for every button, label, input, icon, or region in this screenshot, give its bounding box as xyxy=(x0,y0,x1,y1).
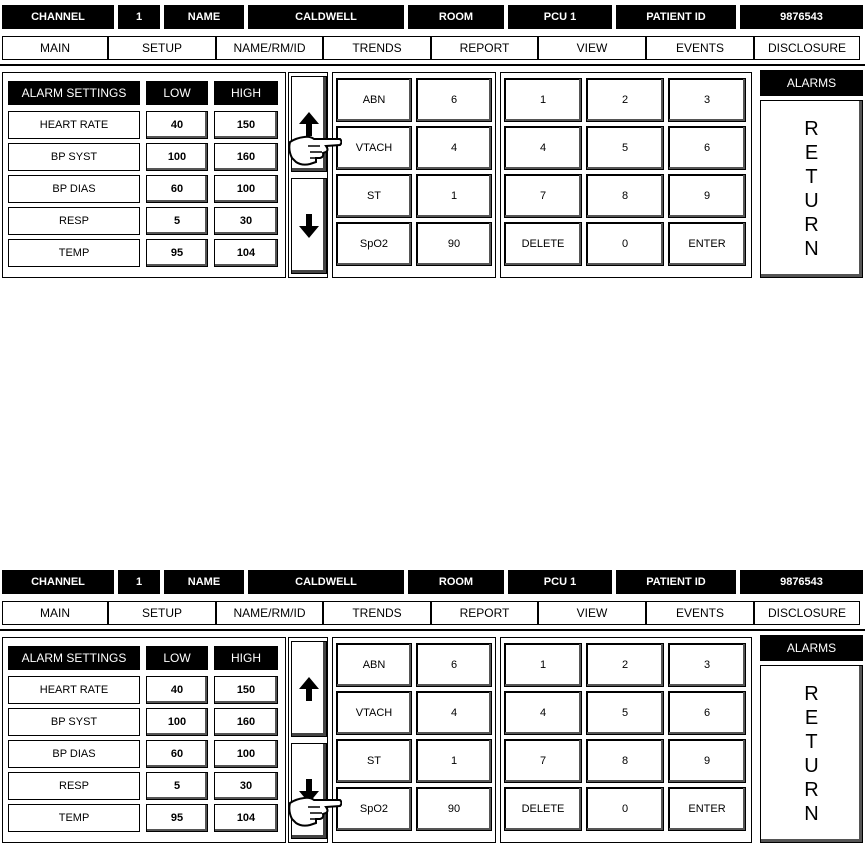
return-letter: U xyxy=(804,755,819,777)
alarm-low-bp-syst[interactable]: 100 xyxy=(146,708,208,736)
keypad-7-key[interactable]: 7 xyxy=(504,174,582,218)
alarm-high-resp[interactable]: 30 xyxy=(214,772,278,800)
keypad-9-key[interactable]: 9 xyxy=(668,174,746,218)
divider xyxy=(0,64,865,66)
alarm-label-resp: RESP xyxy=(8,207,140,235)
pointing-hand xyxy=(286,789,342,834)
keypad-enter-key[interactable]: ENTER xyxy=(668,222,746,266)
alarm-low-bp-dias[interactable]: 60 xyxy=(146,740,208,768)
arrhythmia-abn-button[interactable]: ABN xyxy=(336,78,412,122)
alarm-label-bp-dias: BP DIAS xyxy=(8,175,140,203)
keypad-5-key[interactable]: 5 xyxy=(586,126,664,170)
alarm-high-temp[interactable]: 104 xyxy=(214,804,278,832)
keypad-0-key[interactable]: 0 xyxy=(586,222,664,266)
low-column-header: LOW xyxy=(146,646,208,670)
keypad-5-key[interactable]: 5 xyxy=(586,691,664,735)
alarm-low-resp[interactable]: 5 xyxy=(146,772,208,800)
room-label: ROOM xyxy=(408,5,504,29)
return-letter: N xyxy=(804,238,819,260)
pointing-hand-icon xyxy=(286,789,342,829)
return-letter: T xyxy=(805,166,818,188)
alarms-title: ALARMS xyxy=(760,635,863,661)
return-letter: R xyxy=(804,683,819,705)
return-letter: T xyxy=(805,731,818,753)
channel-value: 1 xyxy=(118,5,160,29)
tab-name-rm-id[interactable]: NAME/RM/ID xyxy=(216,36,323,60)
tab-view[interactable]: VIEW xyxy=(538,601,646,625)
keypad-enter-key[interactable]: ENTER xyxy=(668,787,746,831)
tab-main[interactable]: MAIN xyxy=(2,601,108,625)
monitor-screen-2 xyxy=(0,565,865,855)
return-letter: R xyxy=(804,779,819,801)
high-column-header: HIGH xyxy=(214,81,278,105)
arrhythmia-vtach-value[interactable]: 4 xyxy=(416,691,492,735)
channel-value: 1 xyxy=(118,570,160,594)
keypad-3-key[interactable]: 3 xyxy=(668,78,746,122)
room-label: ROOM xyxy=(408,570,504,594)
arrhythmia-abn-button[interactable]: ABN xyxy=(336,643,412,687)
arrhythmia-spo2-button[interactable]: SpO2 xyxy=(336,222,412,266)
arrhythmia-vtach-value[interactable]: 4 xyxy=(416,126,492,170)
scroll-up-button[interactable] xyxy=(291,641,327,737)
alarm-high-bp-dias[interactable]: 100 xyxy=(214,740,278,768)
room-value: PCU 1 xyxy=(508,570,612,594)
arrhythmia-spo2-value[interactable]: 90 xyxy=(416,222,492,266)
keypad-3-key[interactable]: 3 xyxy=(668,643,746,687)
tab-main[interactable]: MAIN xyxy=(2,36,108,60)
tab-trends[interactable]: TRENDS xyxy=(323,601,431,625)
keypad-2-key[interactable]: 2 xyxy=(586,643,664,687)
keypad-4-key[interactable]: 4 xyxy=(504,126,582,170)
alarm-label-bp-syst: BP SYST xyxy=(8,143,140,171)
arrhythmia-st-value[interactable]: 1 xyxy=(416,739,492,783)
alarm-high-bp-syst[interactable]: 160 xyxy=(214,143,278,171)
high-column-header: HIGH xyxy=(214,646,278,670)
alarm-low-temp[interactable]: 95 xyxy=(146,239,208,267)
return-button[interactable] xyxy=(760,665,863,843)
monitor-screen-1 xyxy=(0,0,865,290)
patient-id-value: 9876543 xyxy=(740,570,863,594)
up-arrow-icon xyxy=(298,676,320,702)
patient-id-label: PATIENT ID xyxy=(616,570,736,594)
alarm-settings-title: ALARM SETTINGS xyxy=(8,646,140,670)
patient-name: CALDWELL xyxy=(248,570,404,594)
tab-view[interactable]: VIEW xyxy=(538,36,646,60)
tab-events[interactable]: EVENTS xyxy=(646,36,754,60)
alarm-label-bp-dias: BP DIAS xyxy=(8,740,140,768)
alarm-high-heart-rate[interactable]: 150 xyxy=(214,676,278,704)
tab-setup[interactable]: SETUP xyxy=(108,36,216,60)
keypad-9-key[interactable]: 9 xyxy=(668,739,746,783)
alarm-low-resp[interactable]: 5 xyxy=(146,207,208,235)
arrhythmia-st-button[interactable]: ST xyxy=(336,174,412,218)
keypad-delete-key[interactable]: DELETE xyxy=(504,787,582,831)
alarm-low-temp[interactable]: 95 xyxy=(146,804,208,832)
keypad-delete-key[interactable]: DELETE xyxy=(504,222,582,266)
channel-label: CHANNEL xyxy=(2,570,114,594)
keypad-6-key[interactable]: 6 xyxy=(668,126,746,170)
alarm-label-heart-rate: HEART RATE xyxy=(8,676,140,704)
arrhythmia-st-button[interactable]: ST xyxy=(336,739,412,783)
alarm-label-temp: TEMP xyxy=(8,804,140,832)
room-value: PCU 1 xyxy=(508,5,612,29)
arrhythmia-vtach-button[interactable]: VTACH xyxy=(336,126,412,170)
tab-report[interactable]: REPORT xyxy=(431,601,538,625)
alarm-low-heart-rate[interactable]: 40 xyxy=(146,676,208,704)
alarm-label-bp-syst: BP SYST xyxy=(8,708,140,736)
channel-label: CHANNEL xyxy=(2,5,114,29)
alarm-settings-title: ALARM SETTINGS xyxy=(8,81,140,105)
return-button[interactable] xyxy=(760,100,863,278)
name-label: NAME xyxy=(164,5,244,29)
scroll-down-button[interactable] xyxy=(291,178,327,274)
patient-name: CALDWELL xyxy=(248,5,404,29)
alarm-high-heart-rate[interactable]: 150 xyxy=(214,111,278,139)
arrhythmia-spo2-value[interactable]: 90 xyxy=(416,787,492,831)
tab-events[interactable]: EVENTS xyxy=(646,601,754,625)
alarm-low-heart-rate[interactable]: 40 xyxy=(146,111,208,139)
tab-disclosure[interactable]: DISCLOSURE xyxy=(754,36,860,60)
alarm-high-bp-dias[interactable]: 100 xyxy=(214,175,278,203)
return-letter: R xyxy=(804,118,819,140)
patient-id-value: 9876543 xyxy=(740,5,863,29)
tab-name-rm-id[interactable]: NAME/RM/ID xyxy=(216,601,323,625)
alarms-title: ALARMS xyxy=(760,70,863,96)
low-column-header: LOW xyxy=(146,81,208,105)
arrhythmia-st-value[interactable]: 1 xyxy=(416,174,492,218)
pointing-hand xyxy=(286,128,342,173)
keypad-7-key[interactable]: 7 xyxy=(504,739,582,783)
return-letter: E xyxy=(804,707,819,729)
alarm-label-resp: RESP xyxy=(8,772,140,800)
alarm-high-bp-syst[interactable]: 160 xyxy=(214,708,278,736)
arrhythmia-abn-value[interactable]: 6 xyxy=(416,643,492,687)
keypad-0-key[interactable]: 0 xyxy=(586,787,664,831)
arrhythmia-abn-value[interactable]: 6 xyxy=(416,78,492,122)
tab-report[interactable]: REPORT xyxy=(431,36,538,60)
return-letter: U xyxy=(804,190,819,212)
return-letter: N xyxy=(804,803,819,825)
alarm-label-temp: TEMP xyxy=(8,239,140,267)
alarm-label-heart-rate: HEART RATE xyxy=(8,111,140,139)
return-letter: E xyxy=(804,142,819,164)
down-arrow-icon xyxy=(298,213,320,239)
alarm-low-bp-syst[interactable]: 100 xyxy=(146,143,208,171)
alarm-low-bp-dias[interactable]: 60 xyxy=(146,175,208,203)
alarm-high-resp[interactable]: 30 xyxy=(214,207,278,235)
keypad-1-key[interactable]: 1 xyxy=(504,643,582,687)
patient-id-label: PATIENT ID xyxy=(616,5,736,29)
keypad-8-key[interactable]: 8 xyxy=(586,174,664,218)
tab-trends[interactable]: TRENDS xyxy=(323,36,431,60)
keypad-8-key[interactable]: 8 xyxy=(586,739,664,783)
name-label: NAME xyxy=(164,570,244,594)
alarm-high-temp[interactable]: 104 xyxy=(214,239,278,267)
keypad-1-key[interactable]: 1 xyxy=(504,78,582,122)
return-letter: R xyxy=(804,214,819,236)
keypad-6-key[interactable]: 6 xyxy=(668,691,746,735)
tab-disclosure[interactable]: DISCLOSURE xyxy=(754,601,860,625)
divider xyxy=(0,629,865,631)
keypad-4-key[interactable]: 4 xyxy=(504,691,582,735)
arrhythmia-vtach-button[interactable]: VTACH xyxy=(336,691,412,735)
arrhythmia-spo2-button[interactable]: SpO2 xyxy=(336,787,412,831)
pointing-hand-icon xyxy=(286,128,342,168)
keypad-2-key[interactable]: 2 xyxy=(586,78,664,122)
tab-setup[interactable]: SETUP xyxy=(108,601,216,625)
